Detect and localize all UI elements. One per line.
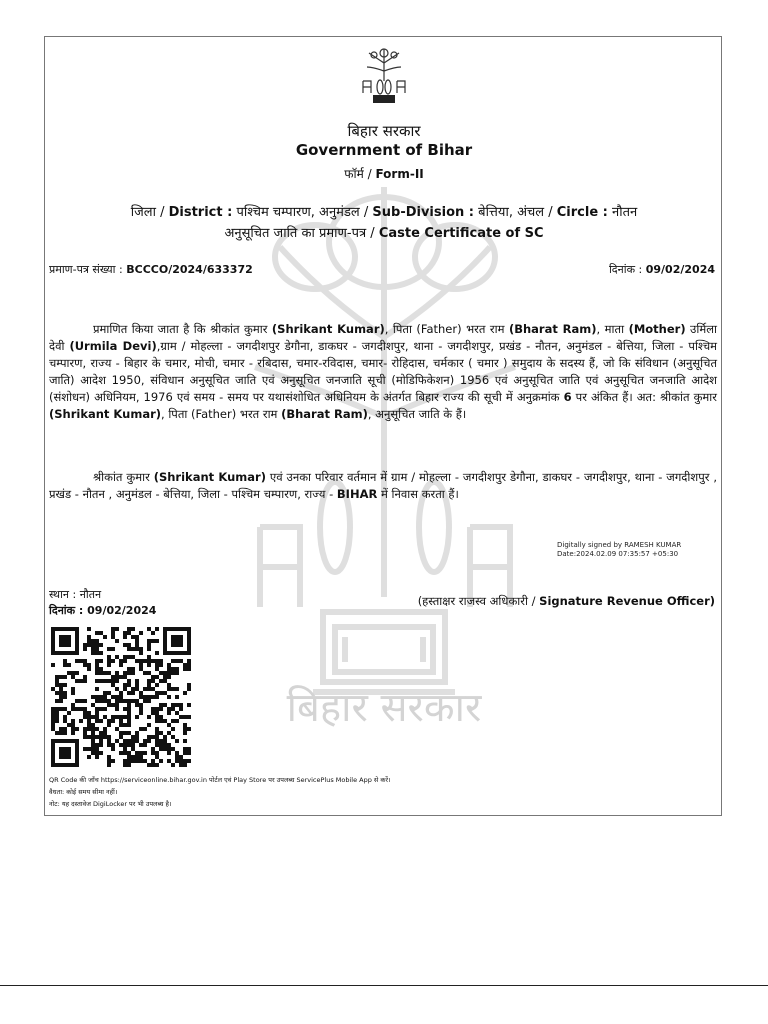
p1-mother-en: (Mother) <box>628 322 686 336</box>
circle-label: Circle : <box>556 205 608 220</box>
certificate-title <box>45 223 722 241</box>
circle-value: नौतन <box>612 205 638 220</box>
district-value: पश्चिम चम्पारण, अनुमंडल / <box>236 205 369 220</box>
p1-text-6: पर अंकित हैं। अत: श्रीकांत कुमार <box>571 390 717 404</box>
p2-name-en: (Shrikant Kumar) <box>153 470 266 484</box>
form-label-en: Form-II <box>375 167 424 181</box>
place-date-label: दिनांक : 09/02/2024 <box>49 604 157 617</box>
p2-text-3: में निवास करता हैं। <box>377 487 459 501</box>
location-line <box>45 202 722 220</box>
signature-label-hi: (हस्ताक्षर राजस्व अधिकारी / <box>417 594 536 608</box>
bihar-emblem-icon <box>357 45 411 105</box>
p1-text-4: उर्मिला देवी <box>49 322 717 353</box>
district-label-en: District : <box>168 205 233 220</box>
certificate-number-label: प्रमाण-पत्र संख्या : <box>49 263 123 276</box>
certificate-number: BCCCO/2024/633372 <box>126 263 253 276</box>
p1-father-en-2: (Bharat Ram) <box>281 407 368 421</box>
p2-text-2: एवं उनका परिवार वर्तमान में ग्राम / मोहल्ला - जगदीशपुर डेगौना, डाकघर - जगदीशपुर, थाना - जगदीशपुर , प्रखंड - नौतन , अनुमंडल - बेत्तिया, जिला - पश्चिम चम्पारण, राज्य - <box>49 470 718 501</box>
p2-state-en: BIHAR <box>336 487 378 501</box>
digital-signature-date: Date:2024.02.09 07:35:57 +05:30 <box>557 550 679 558</box>
form-label-hi: फॉर्म / <box>344 167 372 181</box>
certificate-title-hi: अनुसूचित जाति का प्रमाण-पत्र / <box>224 226 375 241</box>
certificate-page <box>44 36 722 816</box>
p1-text-5: ,ग्राम / मोहल्ला - जगदीशपुर डेगौना, डाकघर - जगदीशपुर, थाना - जगदीशपुर, प्रखंड - नौतन, अनुमंडल - बेत्तिया, जिला - पश्चिम चम्पारण, राज्य - बिहार के चमार, मोची, चमार - रबिदास, चमार-रविदास, चमार- रोहिदास, चर्मकार ( चमार ) समुदाय के सदस्य हैं, जो कि संविधान (अनुसूचित जाति) आदेश 1950, संविधान अनुसूचित जाति एवं अनुसूचित जनजाति सूची (मोडिफिकेशन) 1956 एवं अनुसूचित जाति एवं अनुसूचित जनजाति आदेश (संशोधन) अधिनियम, 1976 एवं समय - समय पर यथासंशोधित अधिनियम के अंतर्गत बिहार राज्य की सूची में अनुक्रमांक <box>49 339 717 404</box>
certification-paragraph <box>49 321 717 423</box>
watermark-text: बिहार सरकार <box>286 685 482 731</box>
digital-signature-signer: Digitally signed by RAMESH KUMAR <box>557 541 682 549</box>
residence-paragraph <box>49 469 717 503</box>
issue-date-value: 09/02/2024 <box>645 263 715 276</box>
digital-signature <box>557 541 681 559</box>
place-label: स्थान : नौतन <box>49 588 102 601</box>
p1-name-en: (Shrikant Kumar) <box>271 322 385 336</box>
signature-label-en: Signature Revenue Officer) <box>539 594 715 608</box>
p1-text-7: , पिता (Father) भरत राम <box>161 407 282 421</box>
p1-text-8: , अनुसूचित जाति के हैं। <box>367 407 467 421</box>
p1-father-en: (Bharat Ram) <box>508 322 597 336</box>
certificate-meta-row <box>49 262 715 277</box>
signature-label <box>418 594 715 609</box>
p1-text-3: , माता <box>596 322 629 336</box>
p1-serial: 6 <box>563 390 572 404</box>
district-label-hi: जिला / <box>130 205 165 220</box>
p1-text-1: प्रमाणित किया जाता है कि श्रीकांत कुमार <box>93 322 272 336</box>
p1-text-2: , पिता (Father) भरत राम <box>384 322 509 336</box>
page-divider <box>0 985 768 986</box>
certificate-title-en: Caste Certificate of SC <box>378 226 544 241</box>
issue-date <box>609 262 715 277</box>
subdivision-value: बेत्तिया, अंचल / <box>478 205 553 220</box>
issue-date-label: दिनांक : <box>608 263 643 276</box>
qr-code[interactable] <box>51 627 191 767</box>
subdivision-label: Sub-Division : <box>372 205 474 220</box>
footer-validity: वैधता: कोई समय सीमा नहीं। <box>49 788 118 796</box>
footer-qr-note: QR Code की जाँच https://serviceonline.bihar.gov.in पोर्टल एवं Play Store पर उपलब्ध ServicePlus Mobile App से करें। <box>49 776 391 784</box>
form-label <box>45 165 722 182</box>
title-english: Government of Bihar <box>295 141 473 159</box>
p2-text-1: श्रीकांत कुमार <box>93 470 154 484</box>
title-hindi: बिहार सरकार <box>347 122 421 140</box>
footer-digilocker-note: नोट: यह दस्तावेज DigiLocker पर भी उपलब्ध है। <box>49 800 172 808</box>
p1-name-en-2: (Shrikant Kumar) <box>49 407 162 421</box>
p1-mother-name-en: (Urmila Devi) <box>69 339 157 353</box>
